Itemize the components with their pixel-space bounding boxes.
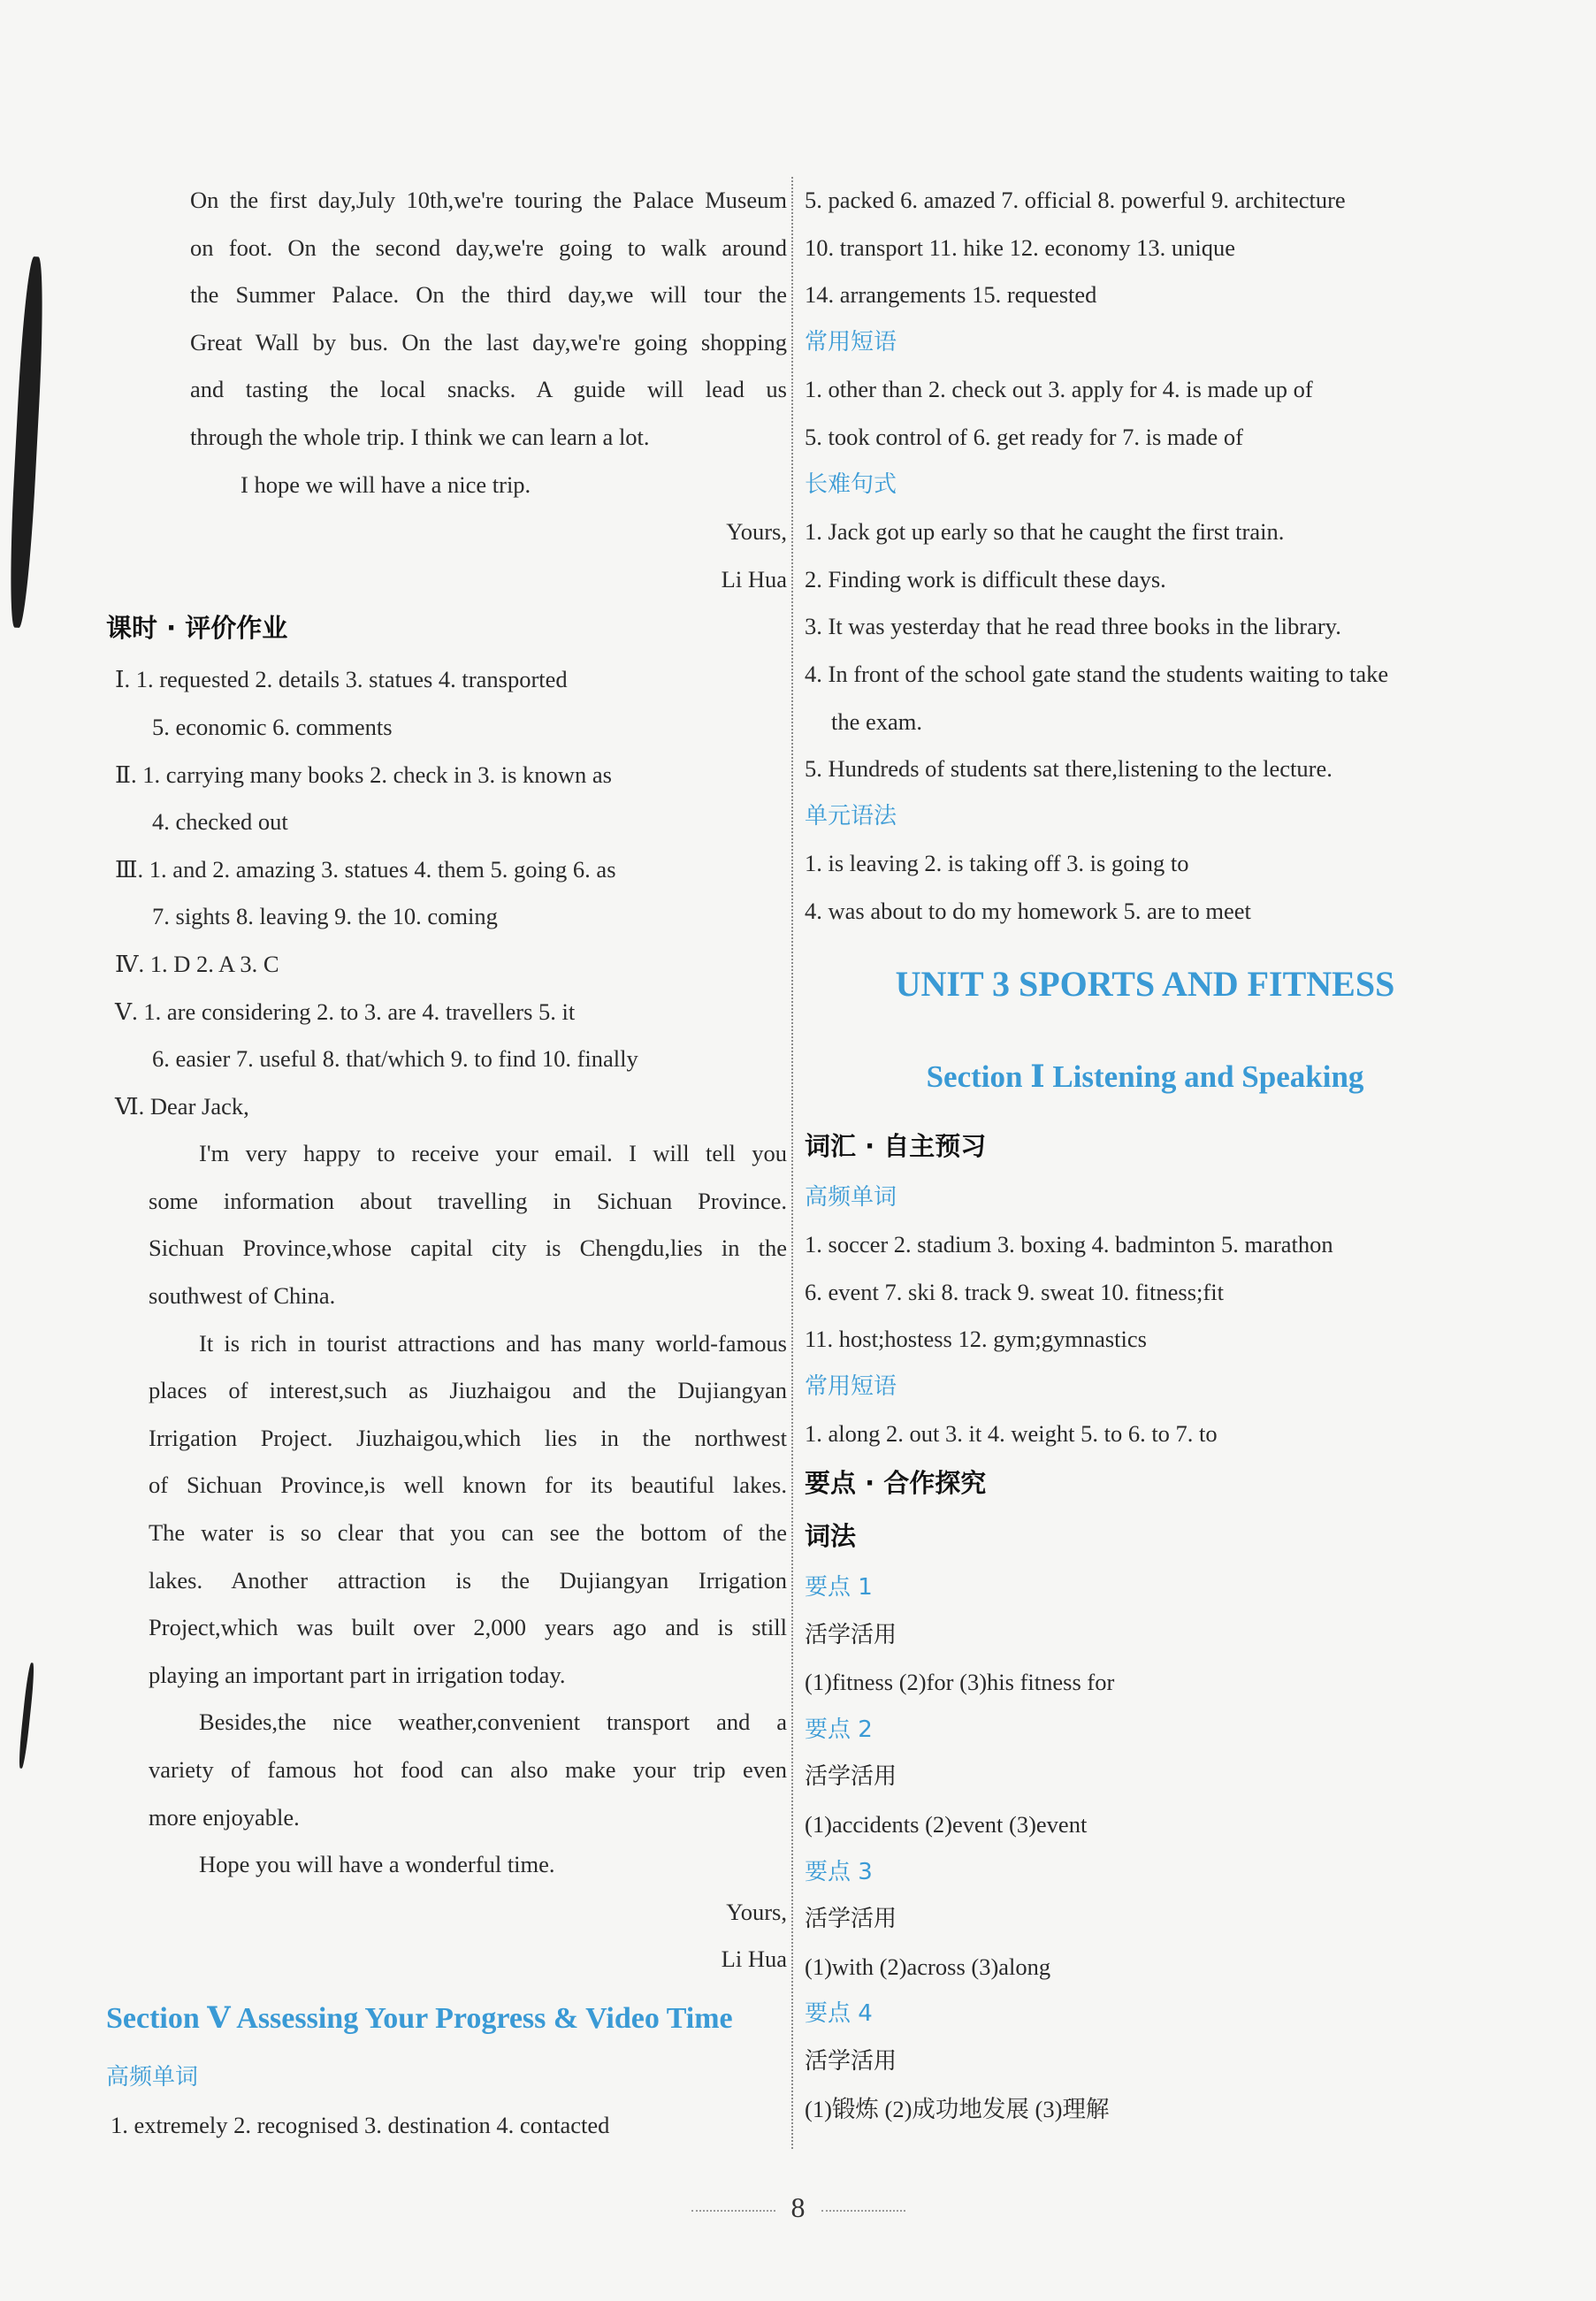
- text-line: Besides,the nice weather,convenient transport and a: [199, 1709, 787, 1736]
- subsection-label: 常用短语: [805, 328, 897, 355]
- text-line: Ⅰ. 1. requested 2. details 3. statues 4. transported: [115, 666, 568, 693]
- text-line: 1. is leaving 2. is taking off 3. is going to: [805, 850, 1189, 877]
- text-line: Ⅴ. 1. are considering 2. to 3. are 4. travellers 5. it: [115, 998, 576, 1025]
- text-line: some information about travelling in Sichuan Province.: [149, 1187, 787, 1214]
- text-line: and tasting the local snacks. A guide will lead us: [190, 376, 787, 403]
- text-line: 14. arrangements 15. requested: [805, 281, 1097, 309]
- text-line: 5. packed 6. amazed 7. official 8. powerful 9. architecture: [805, 187, 1346, 213]
- text-line: 1. other than 2. check out 3. apply for 4. is made up of: [805, 376, 1313, 403]
- scan-mark-decoration: [6, 256, 47, 629]
- text-line: (1)with (2)across (3)along: [805, 1953, 1051, 1980]
- subsection-label: 要点 2: [805, 1716, 873, 1743]
- section-heading: 词汇 · 自主预习: [805, 1130, 987, 1161]
- signature-line: Li Hua: [721, 565, 787, 592]
- text-line: (1)锻炼 (2)成功地发展 (3)理解: [805, 2095, 1110, 2122]
- text-line: 1. soccer 2. stadium 3. boxing 4. badminton 5. marathon: [805, 1231, 1333, 1258]
- text-line: 10. transport 11. hike 12. economy 13. unique: [805, 233, 1235, 261]
- text-line: Sichuan Province,whose capital city is Chengdu,lies in the: [149, 1235, 787, 1262]
- text-line: (1)fitness (2)for (3)his fitness for: [805, 1669, 1115, 1696]
- text-line: 6. event 7. ski 8. track 9. sweat 10. fitness;fit: [805, 1278, 1224, 1305]
- text-line: I hope we will have a nice trip.: [241, 470, 531, 498]
- text-line: 4. was about to do my homework 5. are to meet: [805, 897, 1251, 924]
- text-line: Hope you will have a wonderful time.: [199, 1851, 555, 1878]
- section-heading: 要点 · 合作探究: [805, 1468, 987, 1499]
- practice-label: 活学活用: [805, 2048, 897, 2075]
- page-number: 8: [790, 2191, 806, 2223]
- text-line: 1. along 2. out 3. it 4. weight 5. to 6. to 7. to: [805, 1420, 1218, 1448]
- section-title: Section Ⅰ Listening and Speaking: [926, 1059, 1364, 1094]
- unit-title: UNIT 3 SPORTS AND FITNESS: [895, 963, 1395, 1004]
- text-line: 11. host;hostess 12. gym;gymnastics: [805, 1326, 1147, 1353]
- text-line: 6. easier 7. useful 8. that/which 9. to find 10. finally: [152, 1045, 638, 1073]
- text-line: southwest of China.: [149, 1282, 336, 1310]
- text-line: 7. sights 8. leaving 9. the 10. coming: [152, 903, 498, 930]
- column-divider: [791, 177, 793, 2149]
- text-line: Ⅳ. 1. D 2. A 3. C: [115, 950, 279, 977]
- section-heading: 课时 · 评价作业: [106, 613, 288, 644]
- subsection-label: 常用短语: [805, 1372, 897, 1400]
- text-line: It is rich in tourist attractions and has many world-famous: [199, 1329, 787, 1357]
- text-line: Ⅲ. 1. and 2. amazing 3. statues 4. them 5. going 6. as: [115, 855, 616, 883]
- subsection-label: 单元语法: [805, 802, 897, 829]
- text-line: lakes. Another attraction is the Dujiangyan Irrigation: [149, 1566, 787, 1594]
- text-line: The water is so clear that you can see the bottom of the: [149, 1519, 787, 1547]
- subsection-label: 长难句式: [805, 470, 897, 498]
- text-line: 1. extremely 2. recognised 3. destination 4. contacted: [111, 2111, 610, 2138]
- right-column: [805, 177, 1485, 2133]
- subsection-label: 要点 1: [805, 1574, 873, 1602]
- text-line: the exam.: [831, 707, 923, 735]
- text-line: I'm very happy to receive your email. I will tell you: [199, 1140, 787, 1167]
- page-footer: [0, 2191, 1596, 2224]
- practice-label: 活学活用: [805, 1906, 897, 1933]
- subsection-label: 高频单词: [106, 2063, 199, 2091]
- text-line: Irrigation Project. Jiuzhaigou,which lies in the northwest: [149, 1424, 787, 1451]
- section-title: Section Ⅴ Assessing Your Progress & Video Time: [106, 2001, 733, 2035]
- text-line: 4. checked out: [152, 808, 288, 836]
- text-line: 5. Hundreds of students sat there,listening to the lecture.: [805, 755, 1333, 783]
- text-line: 2. Finding work is difficult these days.: [805, 565, 1166, 592]
- signature-line: Yours,: [726, 1898, 787, 1925]
- subsection-label: 要点 4: [805, 2000, 873, 2028]
- text-line: places of interest,such as Jiuzhaigou and the Dujiangyan: [149, 1377, 787, 1404]
- signature-line: Li Hua: [721, 1946, 787, 1973]
- text-line: Great Wall by bus. On the last day,we're going shopping: [190, 328, 787, 355]
- text-line: more enjoyable.: [149, 1803, 300, 1831]
- signature-line: Yours,: [726, 518, 787, 546]
- text-line: 5. took control of 6. get ready for 7. is made of: [805, 423, 1244, 450]
- text-line: on foot. On the second day,we're going to walk around: [190, 233, 787, 261]
- text-line: through the whole trip. I think we can learn a lot.: [190, 423, 650, 450]
- text-line: Ⅱ. 1. carrying many books 2. check in 3. is known as: [115, 761, 612, 788]
- text-line: On the first day,July 10th,we're touring the Palace Museum: [190, 187, 787, 213]
- practice-label: 活学活用: [805, 1763, 897, 1791]
- text-line: (1)accidents (2)event (3)event: [805, 1811, 1088, 1839]
- subsection-label: 高频单词: [805, 1183, 897, 1211]
- section-heading: 词法: [805, 1521, 857, 1552]
- left-column: [106, 177, 787, 2149]
- scan-mark-decoration: [18, 1663, 35, 1769]
- text-line: Project,which was built over 2,000 years ago and is still: [149, 1614, 787, 1641]
- practice-label: 活学活用: [805, 1621, 897, 1648]
- text-line: Ⅵ. Dear Jack,: [115, 1092, 249, 1120]
- text-line: playing an important part in irrigation today.: [149, 1661, 566, 1688]
- text-line: 1. Jack got up early so that he caught the first train.: [805, 518, 1285, 546]
- text-line: the Summer Palace. On the third day,we will tour the: [190, 281, 787, 309]
- text-line: variety of famous hot food can also make your trip even: [149, 1756, 787, 1783]
- text-line: 5. economic 6. comments: [152, 713, 393, 740]
- text-line: 3. It was yesterday that he read three books in the library.: [805, 613, 1341, 640]
- text-line: of Sichuan Province,is well known for its beautiful lakes.: [149, 1472, 787, 1499]
- subsection-label: 要点 3: [805, 1858, 873, 1885]
- text-line: 4. In front of the school gate stand the students waiting to take: [805, 660, 1389, 687]
